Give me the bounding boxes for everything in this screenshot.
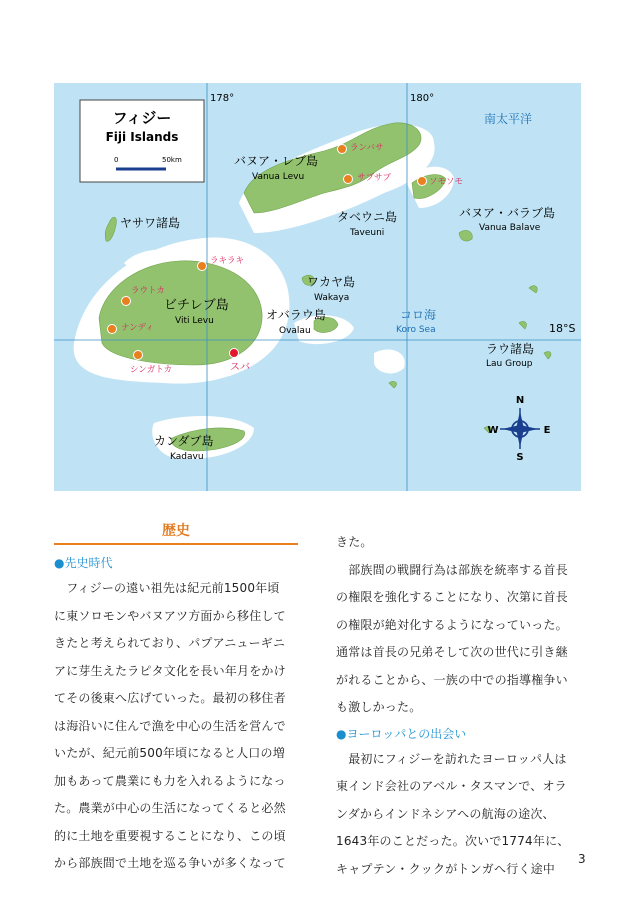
paragraph-line: 東インド会社のアベル・タスマンで、オラ [336, 779, 567, 793]
paragraph-line: から部族間で土地を巡る争いが多くなって [54, 856, 286, 870]
town-label-savusavu: サブサブ [357, 173, 392, 183]
lon-label-178: 178° [210, 93, 235, 104]
scale-zero: 0 [114, 156, 119, 164]
compass-e: E [543, 425, 551, 436]
lau-label-en: Lau Group [486, 359, 533, 369]
paragraph-line: きた。 [336, 535, 373, 549]
paragraph-line: がれることから、一族の中での指導権争い [336, 672, 568, 687]
map-title-ja: フィジー [112, 109, 172, 127]
kadavu-label-ja: カンダブ島 [154, 434, 214, 448]
subheading-europe-text: ヨーロッパとの出会い [346, 726, 467, 741]
town-label-suva: スバ [230, 362, 250, 373]
paragraph-line: は海沿いに住んで漁を中心の生活を営んで [54, 718, 286, 733]
paragraph-line: 的に土地を重要視することになり、この頃 [54, 828, 286, 843]
paragraph-line: も激しかった。 [336, 700, 422, 714]
vanua-balavu-label-en: Vanua Balave [479, 223, 541, 233]
paragraph-line: の権限が絶対化するようになっていった。 [336, 617, 568, 632]
bullet-dot: ● [54, 556, 65, 570]
lau-label-ja: ラウ諸島 [486, 342, 535, 356]
yasawa-label-ja: ヤサワ諸島 [120, 216, 181, 230]
subheading-prehistory-text: 先史時代 [64, 556, 113, 570]
vanua-balavu-label-ja: バヌア・バラブ島 [459, 206, 556, 220]
lon-label-180: 180° [410, 93, 435, 104]
paragraph-line: 最初にフィジーを訪れたヨーロッパ人は [336, 751, 567, 766]
paragraph-line: アに芽生えたラピタ文化を長い年月をかけ [54, 663, 286, 678]
town-marker-labasa [338, 145, 347, 154]
paragraph-line: 1643年のことだった。次いで1774年に、 [336, 834, 570, 848]
paragraph-line: フィジーの遠い祖先は紀元前1500年頃 [54, 581, 280, 595]
paragraph-line: キャプテン・クックがトンガへ行く途中 [336, 861, 556, 876]
town-marker-rakiraki [198, 262, 207, 271]
paragraph-line: いたが、紀元前500年頃になると人口の増 [54, 746, 285, 760]
paragraph-line: ンダからインドネシアへの航海の途次、 [336, 806, 555, 821]
compass-n: N [515, 395, 525, 406]
kadavu-label-en: Kadavu [170, 452, 204, 462]
wakaya-label-en: Wakaya [314, 293, 350, 303]
paragraph-line: てその後東へ広げていった。最初の移住者 [54, 691, 286, 705]
scale-end: 50km [162, 156, 182, 164]
subheading-europe [336, 722, 580, 746]
town-label-sigatoka: シンガトカ [130, 365, 173, 375]
paragraph-line: の権限を強化することになり、次第に首長 [336, 590, 568, 604]
paragraph-line: 加もあって農業にも力を入れるようになっ [54, 773, 286, 788]
ocean-label: 南太平洋 [484, 112, 533, 126]
map-legend [80, 100, 204, 182]
fiji-map [54, 83, 581, 491]
town-label-lautoka: ラウトカ [131, 286, 165, 296]
town-label-labasa: ランバサ [350, 143, 384, 153]
paragraph-line: た。農業が中心の生活になってくると必然 [54, 801, 286, 815]
taveuni-label-ja: タベウニ島 [337, 210, 398, 224]
viti-levu-label-en: Viti Levu [175, 316, 214, 326]
article-right-column [336, 529, 580, 883]
vanua-levu-label-ja: バヌア・レブ島 [234, 154, 319, 168]
taveuni-label-en: Taveuni [350, 228, 385, 238]
paragraph-line: 部族間の戦闘行為は部族を統率する首長 [336, 562, 568, 577]
koro-sea-label-en: Koro Sea [396, 325, 436, 335]
article-left-column [54, 520, 298, 878]
paragraph-line: に東ソロモンやバヌアツ方面から移住して [54, 608, 286, 623]
viti-levu-label-ja: ビチレブ島 [164, 298, 229, 313]
section-heading: 歴史 [54, 520, 298, 545]
paragraph-line: きたと考えられており、パプアニューギニ [54, 636, 286, 650]
town-marker-lautoka [122, 297, 131, 306]
wakaya-label-ja: ワカヤ島 [307, 275, 356, 289]
compass-w: W [487, 425, 499, 436]
bullet-dot: ● [336, 726, 347, 741]
town-label-nadi: ナンディ [121, 323, 154, 333]
town-marker-somosomo [418, 177, 427, 186]
ovalau-label-en: Ovalau [279, 326, 311, 336]
town-label-rakiraki: ラキラキ [210, 256, 245, 266]
compass-s: S [516, 452, 524, 463]
vanua-levu-label-en: Vanua Levu [252, 172, 305, 182]
subheading-prehistory [54, 551, 298, 575]
page-number: 3 [578, 852, 586, 866]
paragraph-line: 通常は首長の兄弟そして次の世代に引き継 [336, 645, 568, 659]
ovalau-label-ja: オバラウ島 [266, 308, 326, 322]
koro-sea-label-ja: コロ海 [400, 308, 437, 322]
lat-label-18s: 18°S [549, 322, 576, 335]
town-marker-sigatoka [134, 351, 143, 360]
town-marker-savusavu [344, 175, 353, 184]
capital-marker-suva [230, 349, 239, 358]
town-marker-nadi [108, 325, 117, 334]
town-label-somosomo: ソモソモ [429, 177, 464, 187]
map-title-en: Fiji Islands [105, 130, 179, 144]
